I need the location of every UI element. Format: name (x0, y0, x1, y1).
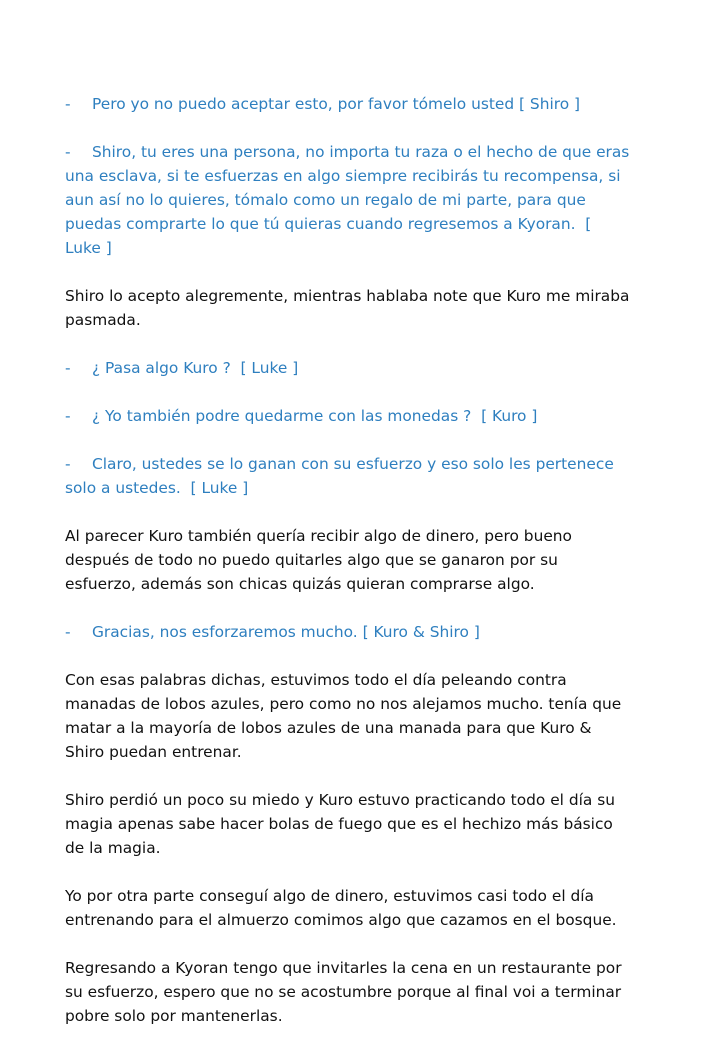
narration-paragraph: Con esas palabras dichas, estuvimos todo el día peleando contra manadas de lobos azules, pero como no nos alejamos mucho. tenía que matar a la mayoría de lobos azules de una manada para que Kuro & Shiro puedan entrenar. (65, 671, 627, 761)
dialogue-dash: - (65, 95, 71, 113)
dialogue-dash: - (65, 143, 71, 161)
dialogue-text: Gracias, nos esforzaremos mucho. [ Kuro & Shiro ] (92, 623, 480, 641)
narration-paragraph: Shiro perdió un poco su miedo y Kuro estuvo practicando todo el día su magia apenas sabe hacer bolas de fuego que es el hechizo más básico de la magia. (65, 791, 620, 857)
dialogue-dash: - (65, 455, 71, 473)
dialogue-text: Pero yo no puedo aceptar esto, por favor tómelo usted [ Shiro ] (92, 95, 581, 113)
dialogue-text: Claro, ustedes se lo ganan con su esfuerzo y eso solo les pertenece solo a ustedes. [ Luke ] (65, 455, 619, 497)
dialogue-paragraph (65, 356, 630, 380)
dialogue-dash: - (65, 407, 71, 425)
dialogue-paragraph (65, 452, 630, 500)
narration-paragraph: Yo por otra parte conseguí algo de dinero, estuvimos casi todo el día entrenando para el almuerzo comimos algo que cazamos en el bosque. (65, 887, 617, 929)
dialogue-dash: - (65, 359, 71, 377)
narration-paragraph: Al parecer Kuro también quería recibir algo de dinero, pero bueno después de todo no puedo quitarles algo que se ganaron por su esfuerzo, además son chicas quizás quieran comprarse algo. (65, 527, 577, 593)
dialogue-text: Shiro, tu eres una persona, no importa tu raza o el hecho de que eras una esclava, si te esfuerzas en algo siempre recibirás tu recompensa, si aun así no lo quieres, tómalo como un regalo de mi parte, para que puedas comprarte lo que tú quieras cuando regresemos a Kyoran. [ Luke ] (65, 143, 635, 257)
narration-paragraph: Regresando a Kyoran tengo que invitarles la cena en un restaurante por su esfuerzo, espero que no se acostumbre porque al final voi a terminar pobre solo por mantenerlas. (65, 959, 627, 1025)
dialogue-text: ¿ Yo también podre quedarme con las monedas ? [ Kuro ] (92, 407, 538, 425)
dialogue-paragraph (65, 92, 630, 116)
narration-paragraph: Shiro lo acepto alegremente, mientras hablaba note que Kuro me miraba pasmada. (65, 287, 635, 329)
dialogue-paragraph (65, 620, 630, 644)
dialogue-paragraph (65, 140, 635, 260)
dialogue-dash: - (65, 623, 71, 641)
document-page (65, 92, 635, 1052)
dialogue-paragraph (65, 404, 630, 428)
dialogue-text: ¿ Pasa algo Kuro ? [ Luke ] (92, 359, 299, 377)
